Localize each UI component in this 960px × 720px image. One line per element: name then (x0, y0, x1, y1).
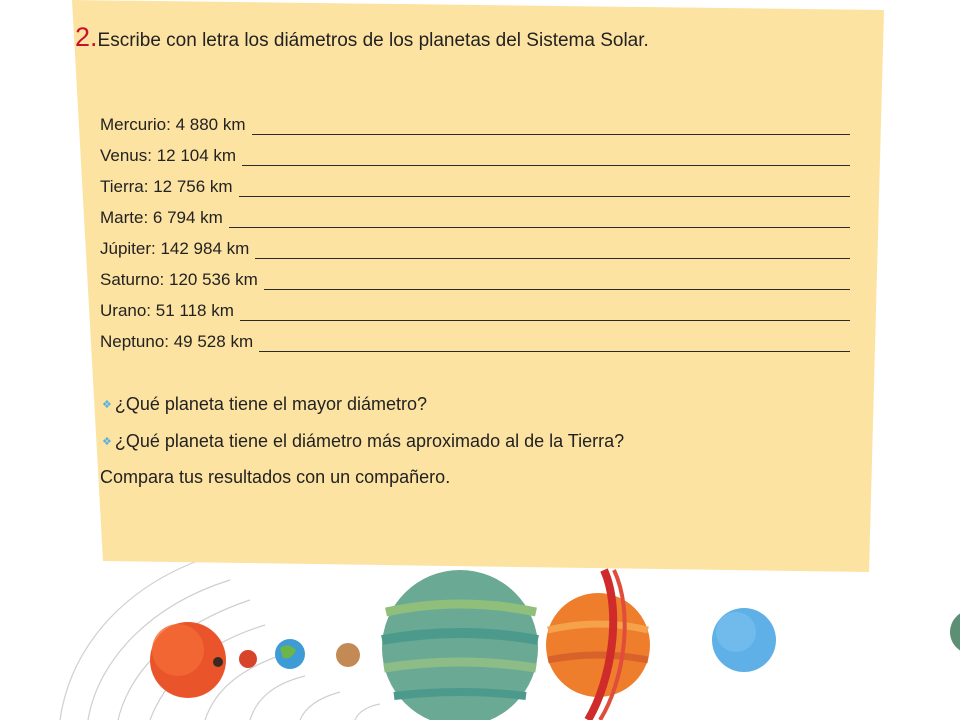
closing-instruction: Compara tus resultados con un compañero. (100, 467, 451, 487)
planet-row-tierra (100, 166, 850, 197)
answer-line[interactable] (255, 240, 850, 259)
planet-row-label: Urano: 51 118 km (100, 301, 234, 320)
diamond-bullet-icon: ❖ (102, 398, 112, 411)
answer-line[interactable] (242, 147, 850, 166)
planet-row-label: Tierra: 12 756 km (100, 177, 233, 196)
answer-line[interactable] (252, 116, 851, 135)
planet-row-saturno (100, 259, 850, 290)
exercise-title (75, 22, 649, 53)
answer-line[interactable] (259, 333, 850, 352)
planet-row-label: Venus: 12 104 km (100, 146, 237, 165)
planet-row-marte (100, 197, 850, 228)
planet-diameter-list (100, 104, 850, 352)
planet-row-urano (100, 290, 850, 321)
planet-row-label: Júpiter: 142 984 km (100, 239, 250, 258)
answer-line[interactable] (229, 209, 850, 228)
answer-line[interactable] (239, 178, 850, 197)
exercise-number: 2. (75, 22, 98, 52)
planet-row-mercurio (100, 104, 850, 135)
planet-row-jupiter (100, 228, 850, 259)
diamond-bullet-icon: ❖ (102, 435, 112, 448)
planet-row-neptuno (100, 321, 850, 352)
question-largest-diameter (102, 394, 427, 415)
question-closest-to-earth (102, 431, 624, 452)
planet-row-label: Marte: 6 794 km (100, 208, 223, 227)
answer-line[interactable] (264, 271, 850, 290)
question-text: ¿Qué planeta tiene el diámetro más aproximado al de la Tierra? (114, 431, 625, 451)
planet-row-label: Neptuno: 49 528 km (100, 332, 254, 351)
question-text: ¿Qué planeta tiene el mayor diámetro? (114, 394, 428, 414)
answer-line[interactable] (240, 302, 850, 321)
planet-row-label: Mercurio: 4 880 km (100, 115, 246, 134)
exercise-instruction: Escribe con letra los diámetros de los planetas del Sistema Solar. (97, 30, 649, 51)
planet-row-label: Saturno: 120 536 km (100, 270, 258, 289)
planet-row-venus (100, 135, 850, 166)
